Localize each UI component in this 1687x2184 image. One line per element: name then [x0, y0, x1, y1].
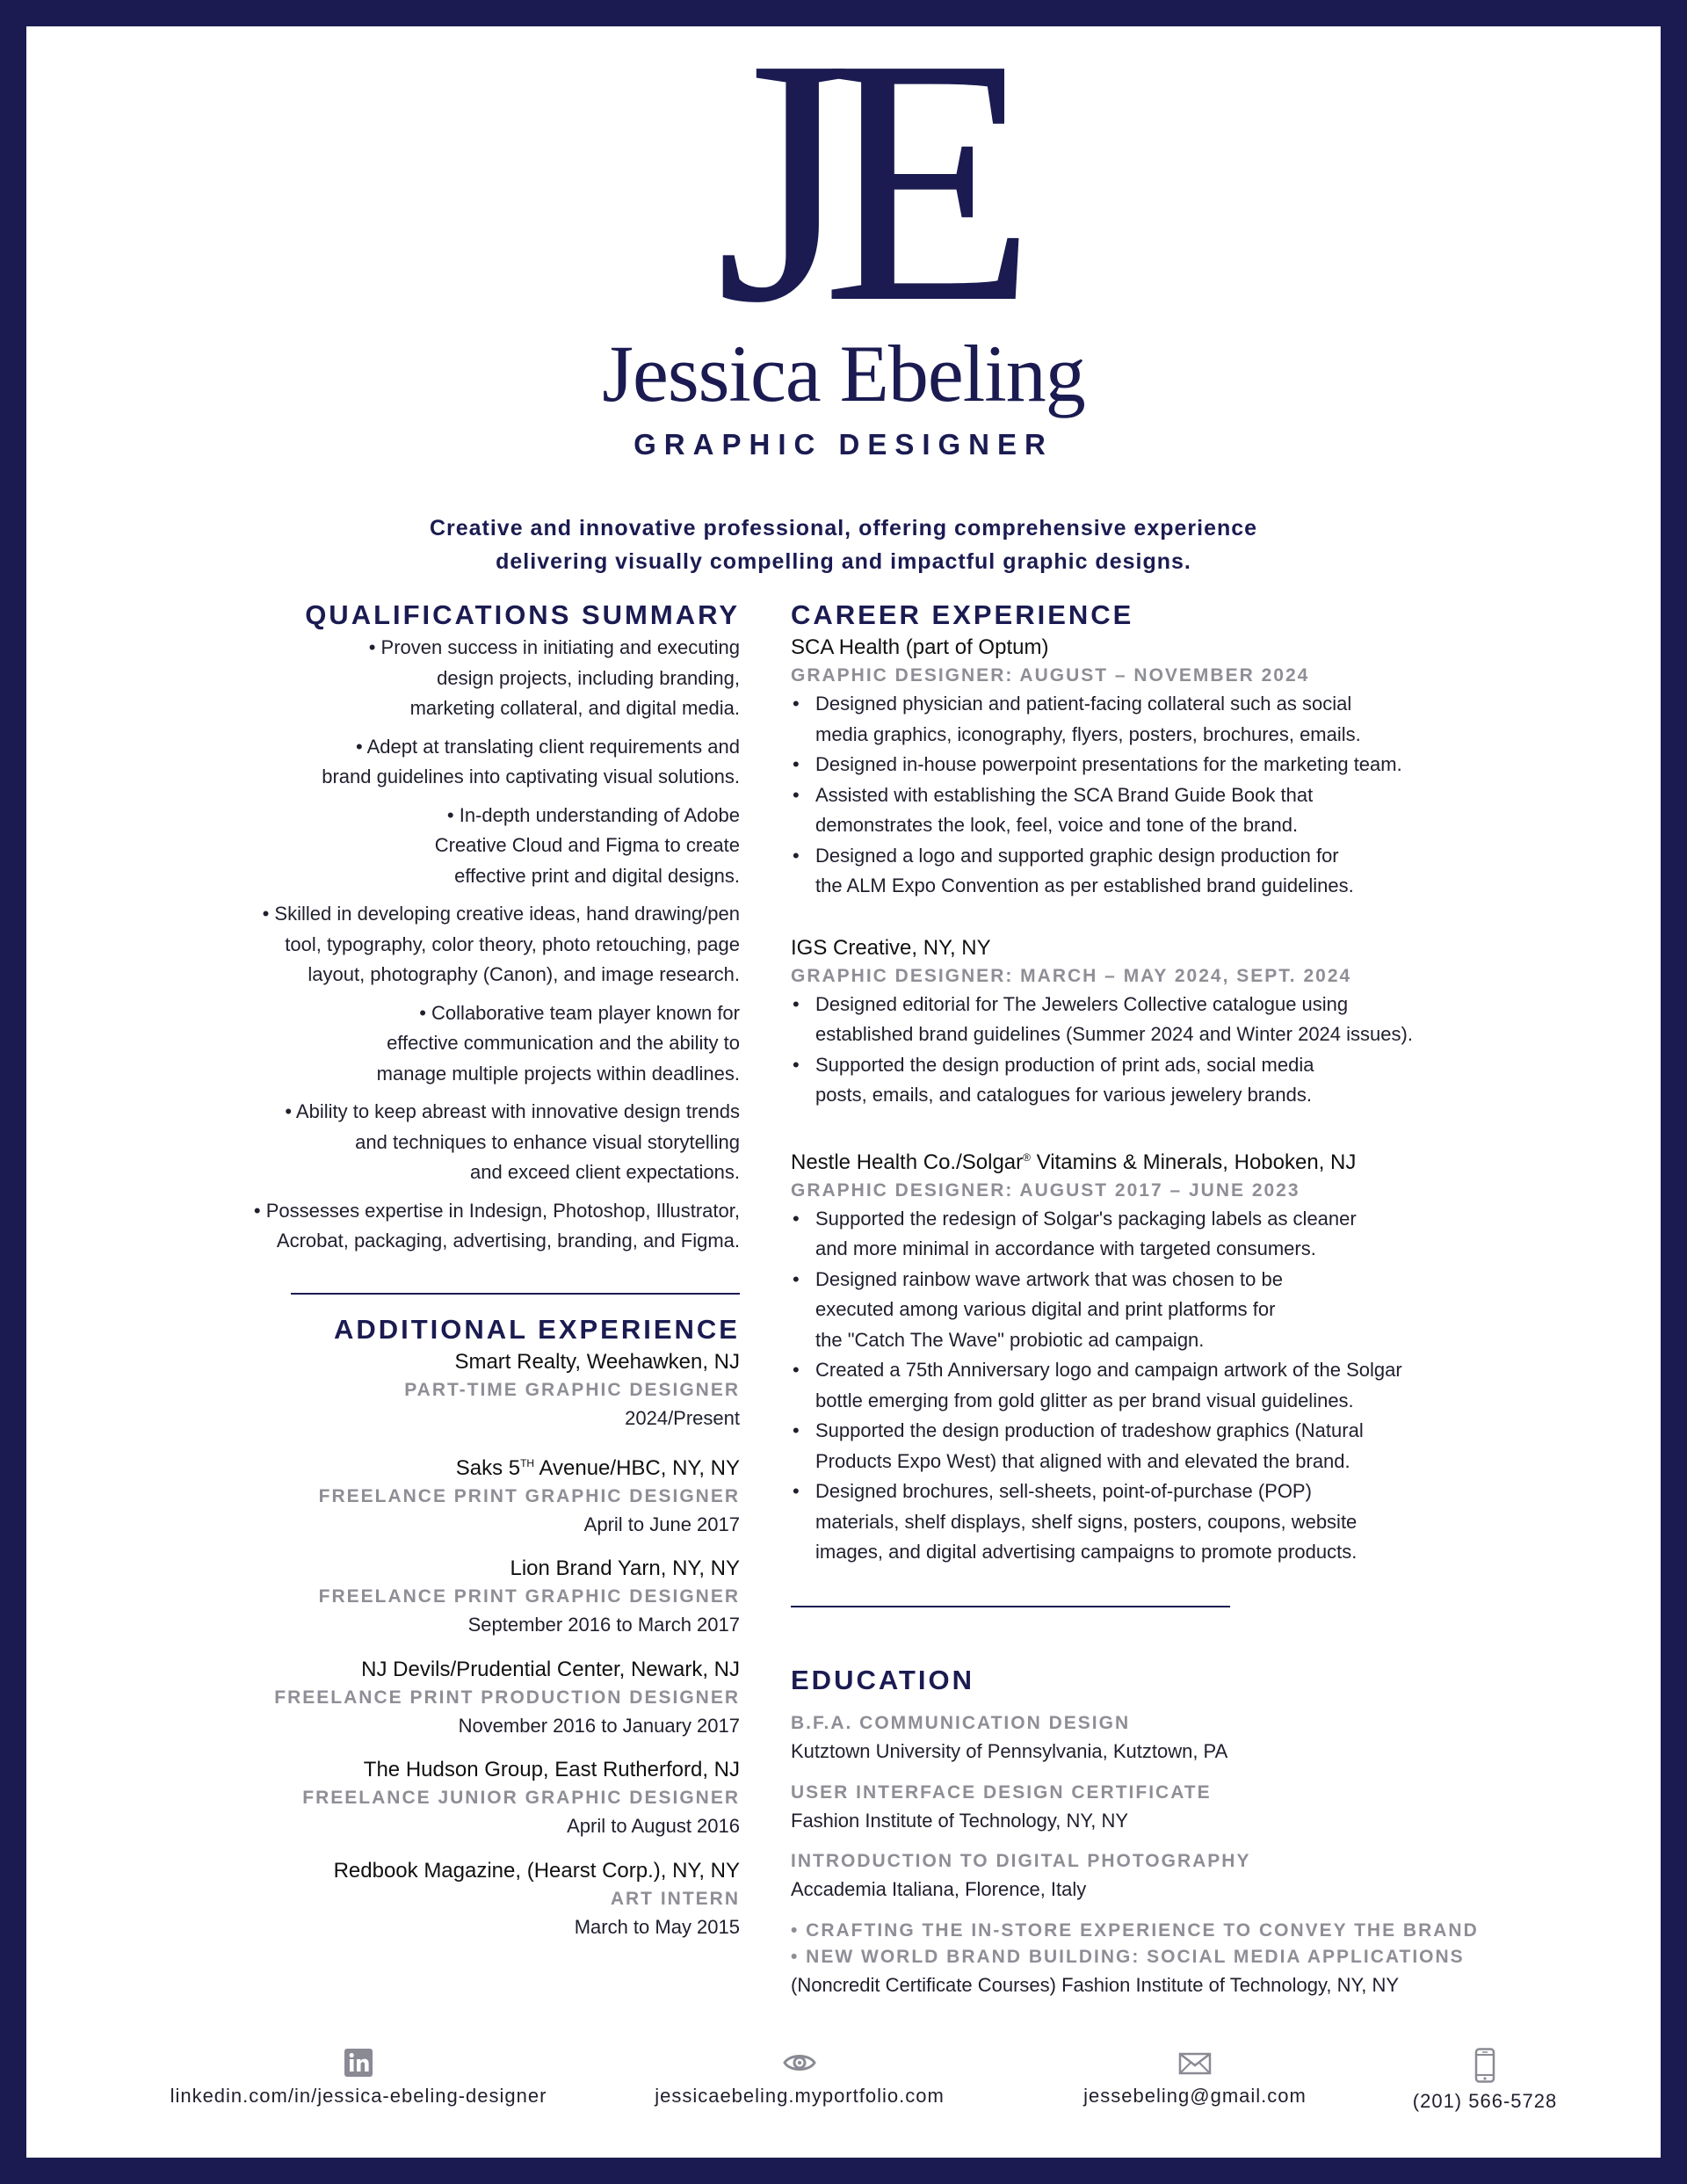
job-bullet: [791, 841, 1546, 902]
divider: [291, 1293, 740, 1295]
company-name-part: Vitamins & Minerals, Hoboken, NJ: [1030, 1150, 1357, 1174]
qualification-line: • Collaborative team player known for: [419, 1001, 740, 1024]
tagline-line: delivering visually compelling and impactful graphic designs.: [496, 549, 1191, 574]
qualification-line: • Possesses expertise in Indesign, Photoshop, Illustrator,: [253, 1199, 740, 1222]
course-item: • NEW WORLD BRAND BUILDING: SOCIAL MEDIA APPLICATIONS: [791, 1946, 1465, 1967]
qualification-line: marketing collateral, and digital media.: [409, 697, 740, 719]
eye-icon: [783, 2048, 816, 2078]
degree-title: USER INTERFACE DESIGN CERTIFICATE: [791, 1781, 1212, 1803]
qualification-line: tool, typography, color theory, photo retouching, page: [285, 932, 740, 955]
company-name: The Hudson Group, East Rutherford, NJ: [363, 1758, 740, 1781]
additional-experience-entry: [158, 1554, 740, 1641]
employment-dates: November 2016 to January 2017: [458, 1714, 740, 1737]
education-entry: [791, 1780, 1582, 1837]
company-name: [158, 1448, 740, 1484]
additional-experience-entry: [158, 1856, 740, 1943]
company-name-part: Saks 5: [455, 1455, 521, 1480]
phone-number[interactable]: (201) 566-5728: [1412, 2090, 1558, 2112]
job-bullet-list: [791, 990, 1546, 1111]
job-bullet-line: and more minimal in accordance with targeted consumers.: [815, 1237, 1316, 1259]
job-bullet: [791, 1265, 1546, 1356]
position-title: GRAPHIC DESIGNER: MARCH – MAY 2024, SEPT. 2024: [791, 965, 1352, 986]
company-name: Lion Brand Yarn, NY, NY: [510, 1556, 740, 1580]
employment-dates: April to June 2017: [583, 1513, 740, 1535]
company-name: Smart Realty, Weehawken, NJ: [454, 1350, 740, 1374]
employment-dates: March to May 2015: [574, 1915, 740, 1938]
job-bullet-list: [791, 689, 1546, 902]
qualifications-title: QUALIFICATIONS SUMMARY: [305, 599, 740, 630]
qualifications-list: [158, 633, 740, 1257]
envelope-icon: [1178, 2048, 1212, 2078]
qualification-line: effective print and digital designs.: [454, 864, 740, 887]
school-name: Kutztown University of Pennsylvania, Kutztown, PA: [791, 1740, 1228, 1762]
qualification-item: [158, 1097, 740, 1188]
course-item: • CRAFTING THE IN-STORE EXPERIENCE TO CONVEY THE BRAND: [791, 1919, 1479, 1941]
school-name: Accademia Italiana, Florence, Italy: [791, 1878, 1087, 1900]
resume-page: [26, 0, 1661, 2158]
job-bullet-line: posts, emails, and catalogues for various jewelery brands.: [815, 1084, 1312, 1106]
job-bullet-line: • Supported the redesign of Solgar's packaging labels as cleaner: [815, 1207, 1357, 1230]
qualification-line: • In-depth understanding of Adobe: [446, 803, 740, 826]
phone-icon: [1472, 2048, 1498, 2083]
education-section: [791, 1663, 1582, 2000]
job-bullet-line: bottle emerging from gold glitter as per brand visual guidelines.: [815, 1389, 1354, 1411]
career-experience-section: [791, 598, 1546, 1600]
career-job-list: [791, 633, 1546, 1568]
job-bullet-line: • Designed brochures, sell-sheets, point-of-purchase (POP): [815, 1480, 1312, 1502]
education-entry: [791, 1848, 1582, 1905]
qualification-item: [158, 1196, 740, 1257]
qualification-item: [158, 633, 740, 724]
additional-experience-title: ADDITIONAL EXPERIENCE: [333, 1314, 740, 1345]
company-name: NJ Devils/Prudential Center, Newark, NJ: [361, 1657, 740, 1681]
tagline: [26, 512, 1661, 578]
degree-title: INTRODUCTION TO DIGITAL PHOTOGRAPHY: [791, 1851, 1251, 1871]
linkedin-url[interactable]: linkedin.com/in/jessica-ebeling-designer: [170, 2085, 547, 2107]
qualification-line: manage multiple projects within deadlines.: [376, 1062, 740, 1085]
courses: [791, 1918, 1582, 2001]
job-bullet-line: • Designed editorial for The Jewelers Collective catalogue using: [815, 992, 1349, 1015]
monogram-j: J: [715, 0, 852, 375]
school-name: Fashion Institute of Technology, NY, NY: [791, 1809, 1129, 1832]
company-name: IGS Creative, NY, NY: [791, 935, 991, 960]
job-bullet-list: [791, 1204, 1546, 1568]
career-job: [791, 1143, 1546, 1568]
linkedin-icon: [344, 2048, 373, 2078]
job-bullet: [791, 1416, 1546, 1477]
qualification-line: Acrobat, packaging, advertising, branding, and Figma.: [276, 1230, 740, 1252]
position-title: FREELANCE PRINT GRAPHIC DESIGNER: [318, 1485, 740, 1506]
company-name-part: Avenue/HBC, NY, NY: [534, 1455, 740, 1480]
job-bullet-line: the ALM Expo Convention as per established brand guidelines.: [815, 874, 1354, 896]
company-name: SCA Health (part of Optum): [791, 635, 1049, 659]
qualification-line: Creative Cloud and Figma to create: [434, 834, 740, 856]
company-name-part: Nestle Health Co./Solgar: [791, 1150, 1024, 1174]
additional-experience-section: [158, 1312, 740, 1942]
job-bullet: [791, 780, 1546, 841]
contact-phone[interactable]: [1379, 2048, 1590, 2113]
portfolio-url[interactable]: jessicaebeling.myportfolio.com: [655, 2085, 945, 2107]
job-bullet-line: • Supported the design production of tradeshow graphics (Natural: [815, 1419, 1364, 1441]
company-name-superscript: ®: [1023, 1150, 1031, 1164]
job-bullet-line: • Designed rainbow wave artwork that was chosen to be: [815, 1267, 1283, 1290]
education-list: [791, 1710, 1582, 1905]
contact-email[interactable]: [1054, 2048, 1336, 2108]
position-title: FREELANCE PRINT PRODUCTION DESIGNER: [274, 1687, 740, 1708]
position-title: GRAPHIC DESIGNER: AUGUST – NOVEMBER 2024: [791, 665, 1310, 686]
job-bullet-line: Products Expo West) that aligned with and elevated the brand.: [815, 1449, 1350, 1472]
qualification-line: and exceed client expectations.: [470, 1161, 740, 1183]
qualification-item: [158, 732, 740, 793]
job-bullet: [791, 1050, 1546, 1111]
job-bullet: [791, 750, 1546, 780]
career-job: [791, 933, 1546, 1111]
qualification-line: design projects, including branding,: [437, 666, 740, 689]
contact-linkedin[interactable]: [139, 2048, 578, 2108]
additional-experience-entry: [158, 1655, 740, 1742]
job-bullet-line: executed among various digital and print platforms for: [815, 1298, 1276, 1320]
job-bullet: [791, 990, 1546, 1050]
job-bullet-line: • Created a 75th Anniversary logo and campaign artwork of the Solgar: [815, 1359, 1402, 1381]
job-title: GRAPHIC DESIGNER: [634, 428, 1053, 461]
job-bullet: [791, 1204, 1546, 1265]
job-bullet-line: demonstrates the look, feel, voice and tone of the brand.: [815, 814, 1299, 836]
courses-note: (Noncredit Certificate Courses) Fashion Institute of Technology, NY, NY: [791, 1973, 1400, 1996]
qualification-item: [158, 899, 740, 990]
employment-dates: September 2016 to March 2017: [467, 1614, 740, 1636]
contact-portfolio[interactable]: [633, 2048, 967, 2108]
career-job: [791, 633, 1546, 902]
qualification-line: brand guidelines into captivating visual solutions.: [322, 765, 740, 787]
qualification-line: and techniques to enhance visual storytelling: [355, 1130, 740, 1153]
job-bullet-line: • Assisted with establishing the SCA Brand Guide Book that: [815, 783, 1314, 806]
job-bullet-line: the "Catch The Wave" probiotic ad campaign.: [815, 1328, 1205, 1351]
additional-experience-list: [158, 1347, 740, 1942]
additional-experience-entry: [158, 1347, 740, 1434]
job-bullet-line: materials, shelf displays, shelf signs, posters, coupons, website: [815, 1510, 1358, 1533]
employment-dates: 2024/Present: [625, 1407, 740, 1429]
additional-experience-entry: [158, 1755, 740, 1842]
qualification-line: • Adept at translating client requirements and: [356, 735, 740, 758]
monogram-e: E: [822, 0, 1037, 375]
job-bullet-line: • Designed a logo and supported graphic design production for: [815, 844, 1339, 867]
position-title: FREELANCE PRINT GRAPHIC DESIGNER: [318, 1586, 740, 1607]
position-title: ART INTERN: [610, 1888, 740, 1909]
education-title: EDUCATION: [791, 1665, 974, 1695]
position-title: PART-TIME GRAPHIC DESIGNER: [404, 1380, 740, 1400]
job-bullet-line: • Designed physician and patient-facing collateral such as social: [815, 693, 1352, 715]
tagline-line: Creative and innovative professional, offering comprehensive experience: [429, 516, 1258, 541]
qualification-line: effective communication and the ability to: [387, 1032, 740, 1054]
divider: [791, 1606, 1230, 1607]
company-name: [791, 1143, 1546, 1178]
job-bullet: [791, 1477, 1546, 1568]
company-name-superscript: TH: [520, 1456, 535, 1469]
job-bullet: [791, 689, 1546, 750]
qualification-line: • Skilled in developing creative ideas, hand drawing/pen: [262, 903, 740, 925]
position-title: FREELANCE JUNIOR GRAPHIC DESIGNER: [302, 1788, 740, 1808]
qualification-line: layout, photography (Canon), and image research.: [308, 963, 740, 985]
qualification-item: [158, 998, 740, 1090]
job-bullet-line: established brand guidelines (Summer 2024 and Winter 2024 issues).: [815, 1023, 1413, 1045]
qualifications-section: [158, 598, 740, 1265]
email-address[interactable]: jessebeling@gmail.com: [1083, 2085, 1307, 2107]
job-bullet-line: images, and digital advertising campaigns to promote products.: [815, 1541, 1358, 1563]
education-entry: [791, 1710, 1582, 1767]
qualification-item: [158, 801, 740, 892]
qualification-line: • Proven success in initiating and executing: [368, 636, 740, 658]
company-name: Redbook Magazine, (Hearst Corp.), NY, NY: [333, 1858, 740, 1883]
career-experience-title: CAREER EXPERIENCE: [791, 599, 1134, 630]
job-bullet-line: • Supported the design production of print ads, social media: [815, 1053, 1314, 1076]
job-bullet-line: • Designed in-house powerpoint presentations for the marketing team.: [815, 753, 1402, 775]
degree-title: B.F.A. COMMUNICATION DESIGN: [791, 1713, 1131, 1733]
position-title: GRAPHIC DESIGNER: AUGUST 2017 – JUNE 2023: [791, 1179, 1300, 1201]
additional-experience-entry: [158, 1448, 740, 1541]
job-bullet: [791, 1355, 1546, 1416]
person-name: Jessica Ebeling: [602, 329, 1085, 418]
job-bullet-line: media graphics, iconography, flyers, posters, brochures, emails.: [815, 722, 1361, 745]
employment-dates: April to August 2016: [567, 1815, 740, 1837]
qualification-line: • Ability to keep abreast with innovative design trends: [285, 1100, 740, 1122]
